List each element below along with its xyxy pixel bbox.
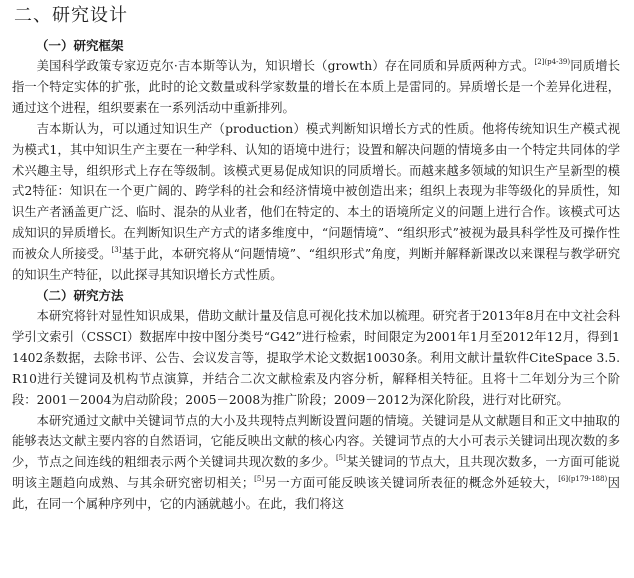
paragraph	[12, 56, 620, 119]
citation-ref: [5]	[254, 475, 265, 484]
subsection-heading-method: （二）研究方法	[36, 287, 124, 303]
subsection-framework	[12, 36, 620, 286]
text-run: 本研究将针对显性知识成果，借助文献计量及信息可视化技术加以梳理。研究者于2013年8月在中文社会科学引文索引（CSSCI）数据库中按中图分类号“G42”进行检索，时间限定为2001年1月至2012年12月，得到11402条数据，去除书评、公告、会议发言等，提取学术论文数据10030条。利用文献计量软件CiteSpace 3.5.R10进行关键词及机构节点演算，并结合二次文献检索及内容分析，解释相关特征。且将十二年划分为三个阶段：2001－2004为启动阶段；2005－2008为推广阶段；2009－2012为深化阶段，进行对比研究。	[12, 308, 620, 407]
text-run: 某关键词的节点大，且共现次数多，一方面可能说明该主题趋向成熟、与其余研究密切相关；	[12, 455, 620, 491]
text-run: 吉本斯认为，可以通过知识生产（production）模式判断知识增长方式的性质。他将传统知识生产模式视为模式1，其中知识生产主要在一种学科、认知的语境中进行；设置和解决问题的情境多由一个特定共同体的学术兴趣主导，组织形式上存在等级制。该模式更易促成知识的同质增长。而越来越多领域的知识生产呈新型的模式2特征：知识在一个更广阔的、跨学科的社会和经济情境中被创造出来；组织上表现为非等级化的异质性，知识生产者涵盖更广泛、临时、混杂的从业者，他们在特定的、本土的语境所定义的问题上进行合作。该模式可达成知识的异质增长。在判断知识生产方式的诸多维度中，“问题情境”、“组织形式”被视为最具科学性及可操作性而被众人所接受。	[12, 121, 620, 262]
text-run: 因此，在同一个属种序列中，它的内涵就越小。在此，我们将这	[12, 476, 620, 512]
text-run: 美国科学政策专家迈克尔·吉本斯等认为，知识增长（growth）存在同质和异质两种方式。	[36, 59, 535, 73]
text-run: 同质增长指一个特定实体的扩张，此时的论文数量或科学家数量的增长在本质上是雷同的。异质增长是一个差异化进程，通过这个进程，组织要素在一系列活动中重新排列。	[12, 59, 620, 115]
paragraph	[12, 306, 620, 411]
text-run: 另一方面可能反映该关键词所表征的概念外延较大，	[264, 476, 559, 491]
subsection-heading-framework: （一）研究框架	[36, 38, 124, 53]
text-run: 本研究通过文献中关键词节点的大小及共现特点判断设置问题的情境。关键词是从文献题目和正文中抽取的能够表达文献主要内容的自然语词，它能反映出文献的核心内容。关键词节点的大小可表示关键词出现次数的多少，节点之间连线的粗细表示两个关键词共现次数的多少。	[12, 413, 620, 470]
citation-ref: [2](p4-39)	[534, 58, 571, 66]
paragraph	[12, 411, 620, 516]
text-run: 基于此，本研究将从“问题情境”、“组织形式”角度，判断并解释新课改以来课程与教学研究的知识生产特征，以此探寻其知识增长方式性质。	[12, 247, 620, 283]
citation-ref: [5]	[335, 454, 346, 463]
citation-ref: [6](p179-188)	[558, 475, 608, 484]
paragraph	[12, 119, 620, 286]
citation-ref: [3]	[111, 246, 122, 255]
section-title: 二、研究设计	[14, 5, 128, 26]
subsection-method	[12, 286, 620, 515]
